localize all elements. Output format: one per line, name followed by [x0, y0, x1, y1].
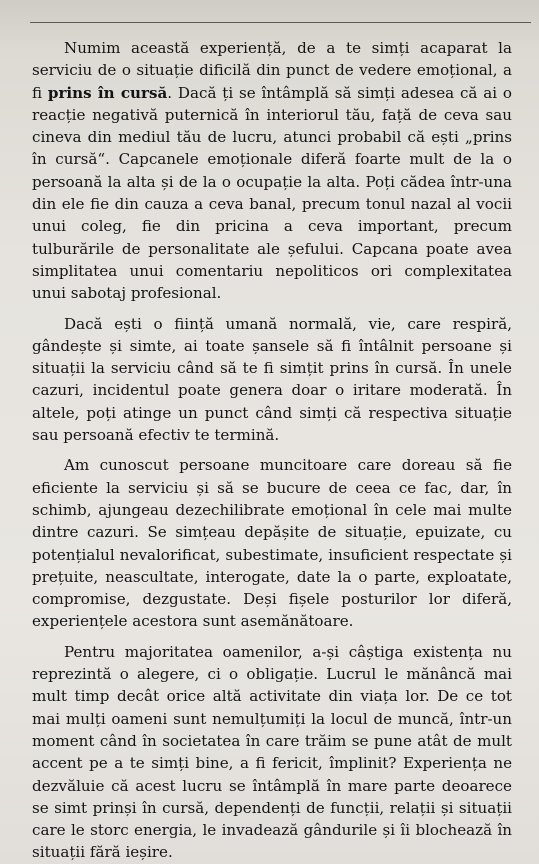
key-term: prins în cursă [47, 83, 168, 102]
paragraph-4: Pentru majoritatea oamenilor, a-și câștiga existența nu reprezintă o alegere, ci o obligație. Lucrul le mănâncă mai mult timp decât orice altă activitate din viața lor. De ce tot mai mulți oameni sunt nemulțumiți la locul de muncă, într-un moment când în societatea în care trăim se pune atât de mult accent pe a te simți bine, a fi fericit, împlinit? Experiența ne dezvăluie că acest lucru se întâmplă în mare parte deoarece se simt prinși în cursă, dependenți de funcții, relații și situații care le storc energia, le invadează gândurile și îi blochează în situații fără ieșire. [32, 642, 512, 862]
paragraph-2: Dacă ești o ființă umană normală, vie, care respiră, gândește și simte, ai toate șansele să fi întâlnit persoane și situații la serviciu când să te fi simțit prins în cursă. În unele cazuri, incidentul poate genera doar o iritare moderată. În altele, poți atinge un punct când simți că respectiva situație sau persoană efectiv te termină. [32, 314, 512, 445]
paragraph-3: Am cunoscut persoane muncitoare care doreau să fie eficiente la serviciu și să se bucure de ceea ce fac, dar, în schimb, ajungeau dezechilibrate emoțional în cele mai multe dintre cazuri. Se simțeau depășite de situație, epuizate, cu potențialul nevalorificat, subestimate, insuficient respectate și prețuite, neascultate, interogate, date la o parte, exploatate, compromise, dezgustate. Deși fișele posturilor lor diferă, experiențele acestora sunt asemănătoare. [32, 456, 512, 631]
paragraph-1 [32, 37, 512, 305]
header-rule [30, 22, 531, 23]
paragraph-1-rest: . Dacă ți se întâmplă să simți adesea că ai o reacție negativă puternică în interiorul tău, față de ceva sau cineva din mediul tău de lucru, atunci probabil că ești „prins în cursă“. Capcanele emoționale diferă foarte mult de la o persoană la alta și de la o ocupație la alta. Poți cădea într-una din ele fie din cauza a ceva banal, precum tonul nazal al vocii unui coleg, fie din pricina a ceva important, precum tulburările de personalitate ale șefului. Capcana poate avea simplitatea unui comentariu nepoliticos ori complexitatea unui sabotaj profesional. [32, 83, 512, 303]
paragraph-1-lead: Numim această experiență, de a te simți acaparat la serviciu de o situație dificilă din punct de vedere emoțional, a fi [32, 39, 512, 102]
page-body [32, 37, 512, 864]
